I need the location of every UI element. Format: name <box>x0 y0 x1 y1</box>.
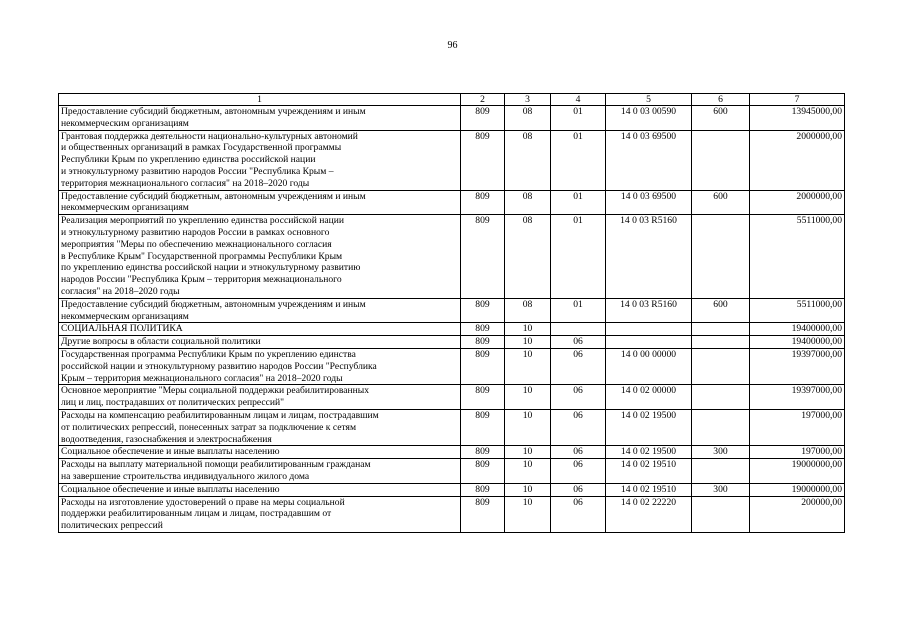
row-code-subsection: 06 <box>551 348 606 384</box>
row-code-expense-type: 300 <box>692 483 750 496</box>
page-number: 96 <box>447 40 458 51</box>
header-col-5: 5 <box>606 94 692 106</box>
row-name: Предоставление субсидий бюджетным, автономным учреждениям и иным некоммерческим организациям <box>59 190 461 215</box>
row-code-admin: 809 <box>461 483 505 496</box>
row-code-target: 14 0 00 00000 <box>606 348 692 384</box>
row-code-admin: 809 <box>461 130 505 190</box>
row-name: Расходы на компенсацию реабилитированным лицам и лицам, пострадавшим от политических репрессий, понесенных затрат за подключение к сетям водоотведения, газоснабжения и электроснабжения <box>59 409 461 445</box>
row-code-section: 08 <box>505 298 551 323</box>
row-name: Грантовая поддержка деятельности национально-культурных автономий и общественных организаций в рамках Государственной программы Республики Крым по укреплению единства российской нации и этнокультурному развитию народов России "Республика Крым – территория межнационального согласия" на 2018–2020 годы <box>59 130 461 190</box>
row-code-admin: 809 <box>461 106 505 131</box>
row-code-expense-type <box>692 130 750 190</box>
row-code-target: 14 0 02 22220 <box>606 496 692 532</box>
table-row <box>59 496 845 532</box>
row-code-expense-type <box>692 385 750 410</box>
row-amount: 200000,00 <box>750 496 845 532</box>
row-code-section: 10 <box>505 409 551 445</box>
row-code-target: 14 0 03 69500 <box>606 190 692 215</box>
row-name: Социальное обеспечение и иные выплаты населению <box>59 446 461 459</box>
row-code-admin: 809 <box>461 190 505 215</box>
table-row <box>59 483 845 496</box>
header-col-7: 7 <box>750 94 845 106</box>
row-code-subsection: 06 <box>551 496 606 532</box>
header-col-6: 6 <box>692 94 750 106</box>
row-code-section: 10 <box>505 496 551 532</box>
table-row <box>59 298 845 323</box>
row-code-subsection: 06 <box>551 385 606 410</box>
header-col-1: 1 <box>59 94 461 106</box>
row-code-expense-type <box>692 215 750 299</box>
row-amount: 19400000,00 <box>750 336 845 349</box>
row-name: СОЦИАЛЬНАЯ ПОЛИТИКА <box>59 323 461 336</box>
row-code-expense-type: 300 <box>692 446 750 459</box>
table-row <box>59 130 845 190</box>
row-code-target: 14 0 02 00000 <box>606 385 692 410</box>
row-code-target: 14 0 02 19500 <box>606 409 692 445</box>
row-code-section: 10 <box>505 459 551 484</box>
row-name: Расходы на выплату материальной помощи реабилитированным гражданам на завершение строительства индивидуального жилого дома <box>59 459 461 484</box>
row-code-section: 08 <box>505 106 551 131</box>
row-amount: 19397000,00 <box>750 348 845 384</box>
row-code-expense-type: 600 <box>692 298 750 323</box>
row-code-section: 10 <box>505 336 551 349</box>
row-name: Расходы на изготовление удостоверений о праве на меры социальной поддержки реабилитированным лицам и лицам, пострадавшим от политических репрессий <box>59 496 461 532</box>
table-row <box>59 459 845 484</box>
row-code-subsection: 01 <box>551 298 606 323</box>
table-row <box>59 106 845 131</box>
row-amount: 2000000,00 <box>750 190 845 215</box>
row-code-target: 14 0 03 R5160 <box>606 298 692 323</box>
row-code-expense-type: 600 <box>692 106 750 131</box>
table-row <box>59 348 845 384</box>
row-amount: 197000,00 <box>750 409 845 445</box>
budget-table <box>58 93 845 533</box>
row-code-section: 08 <box>505 130 551 190</box>
row-code-admin: 809 <box>461 385 505 410</box>
row-code-expense-type: 600 <box>692 190 750 215</box>
row-code-target: 14 0 02 19500 <box>606 446 692 459</box>
row-amount: 19397000,00 <box>750 385 845 410</box>
table-body <box>59 106 845 533</box>
row-code-subsection: 06 <box>551 483 606 496</box>
row-code-expense-type <box>692 496 750 532</box>
row-code-section: 10 <box>505 483 551 496</box>
table-row <box>59 446 845 459</box>
row-code-subsection: 01 <box>551 215 606 299</box>
row-code-expense-type <box>692 336 750 349</box>
row-amount: 13945000,00 <box>750 106 845 131</box>
table-row <box>59 336 845 349</box>
row-name: Реализация мероприятий по укреплению единства российской нации и этнокультурному развитию народов России в рамках основного мероприятия "Меры по обеспечению межнационального согласия в Республике Крым" Государственной программы Республики Крым по укреплению единства российской нации и этнокультурному развитию народов России "Республика Крым – территория межнационального согласия" на 2018–2020 годы <box>59 215 461 299</box>
row-code-subsection <box>551 323 606 336</box>
row-code-admin: 809 <box>461 348 505 384</box>
row-code-subsection: 01 <box>551 130 606 190</box>
row-code-admin: 809 <box>461 409 505 445</box>
row-code-section: 08 <box>505 215 551 299</box>
row-amount: 5511000,00 <box>750 215 845 299</box>
row-code-target <box>606 336 692 349</box>
table-row <box>59 190 845 215</box>
row-amount: 197000,00 <box>750 446 845 459</box>
row-name: Социальное обеспечение и иные выплаты населению <box>59 483 461 496</box>
header-col-2: 2 <box>461 94 505 106</box>
row-amount: 19400000,00 <box>750 323 845 336</box>
row-code-target: 14 0 03 69500 <box>606 130 692 190</box>
row-name: Государственная программа Республики Крым по укреплению единства российской нации и этнокультурному развитию народов России "Республика Крым – территория межнационального согласия" на 2018–2020 годы <box>59 348 461 384</box>
row-code-admin: 809 <box>461 336 505 349</box>
row-code-expense-type <box>692 409 750 445</box>
row-amount: 19000000,00 <box>750 459 845 484</box>
row-name: Предоставление субсидий бюджетным, автономным учреждениям и иным некоммерческим организациям <box>59 106 461 131</box>
row-name: Основное мероприятие "Меры социальной поддержки реабилитированных лиц и лиц, пострадавших от политических репрессий" <box>59 385 461 410</box>
row-name: Другие вопросы в области социальной политики <box>59 336 461 349</box>
row-code-section: 08 <box>505 190 551 215</box>
row-code-target: 14 0 03 00590 <box>606 106 692 131</box>
row-code-admin: 809 <box>461 459 505 484</box>
row-code-target: 14 0 03 R5160 <box>606 215 692 299</box>
table-row <box>59 323 845 336</box>
row-code-section: 10 <box>505 446 551 459</box>
row-code-subsection: 06 <box>551 336 606 349</box>
row-code-target: 14 0 02 19510 <box>606 459 692 484</box>
row-amount: 19000000,00 <box>750 483 845 496</box>
row-code-admin: 809 <box>461 298 505 323</box>
row-code-target: 14 0 02 19510 <box>606 483 692 496</box>
row-code-target <box>606 323 692 336</box>
row-code-section: 10 <box>505 323 551 336</box>
row-amount: 5511000,00 <box>750 298 845 323</box>
header-row <box>59 94 845 106</box>
table-header <box>59 94 845 106</box>
row-code-expense-type <box>692 348 750 384</box>
row-code-subsection: 06 <box>551 459 606 484</box>
row-code-admin: 809 <box>461 215 505 299</box>
row-code-expense-type <box>692 459 750 484</box>
row-code-subsection: 06 <box>551 446 606 459</box>
row-name: Предоставление субсидий бюджетным, автономным учреждениям и иным некоммерческим организациям <box>59 298 461 323</box>
row-code-expense-type <box>692 323 750 336</box>
row-code-admin: 809 <box>461 446 505 459</box>
table-row <box>59 215 845 299</box>
row-code-section: 10 <box>505 348 551 384</box>
row-code-subsection: 01 <box>551 106 606 131</box>
row-code-section: 10 <box>505 385 551 410</box>
row-amount: 2000000,00 <box>750 130 845 190</box>
table-row <box>59 409 845 445</box>
header-col-4: 4 <box>551 94 606 106</box>
row-code-admin: 809 <box>461 323 505 336</box>
row-code-subsection: 01 <box>551 190 606 215</box>
row-code-admin: 809 <box>461 496 505 532</box>
table-row <box>59 385 845 410</box>
row-code-subsection: 06 <box>551 409 606 445</box>
header-col-3: 3 <box>505 94 551 106</box>
